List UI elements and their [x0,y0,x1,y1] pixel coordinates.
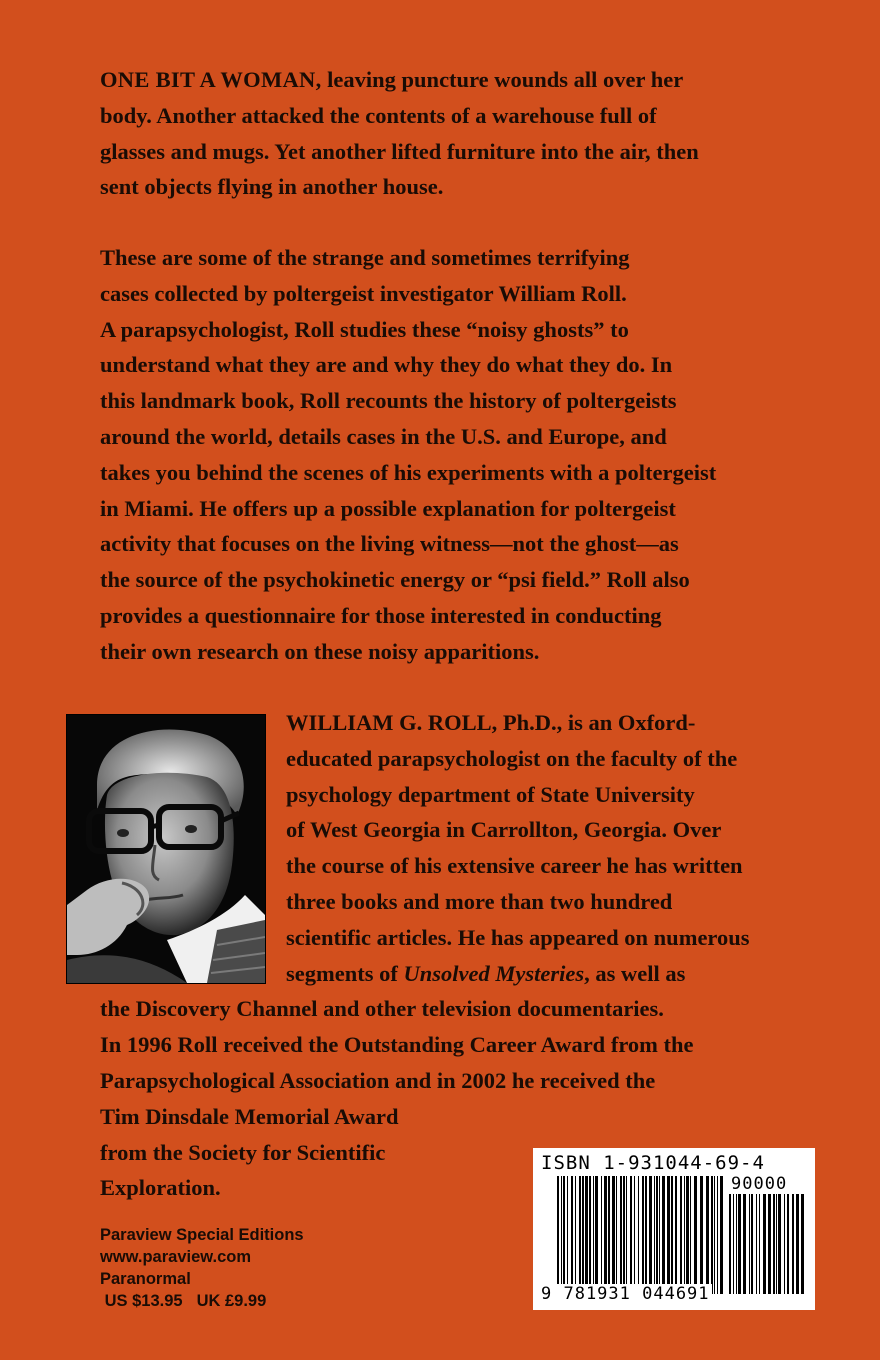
barcode-bar [773,1194,775,1294]
barcode-bar [706,1176,709,1294]
barcode-bar [768,1194,771,1294]
bio-line: from the Society for Scientific [100,1139,386,1165]
intro-line-3: glasses and mugs. Yet another lifted furniture into the air, then [100,138,699,164]
price-code: 90000 [731,1174,788,1194]
price-row [100,1290,304,1312]
price-uk: UK £9.99 [196,1292,267,1310]
bio-line-segments: segments of Unsolved Mysteries, as well as [286,960,686,986]
bio-line: the Discovery Channel and other television documentaries. [100,996,664,1022]
publisher-name: Paraview Special Editions [100,1226,304,1244]
barcode-bar [656,1176,658,1294]
barcode-bar [717,1176,718,1294]
barcode-bar [561,1176,562,1294]
barcode-bar [686,1176,689,1294]
barcode-bar [638,1176,639,1294]
barcode-bar [593,1176,594,1294]
barcode-bar [680,1176,682,1294]
price-us: US $13.95 [104,1292,183,1310]
barcode-bar [729,1194,731,1294]
barcode-bar [784,1194,785,1294]
barcode-bar [567,1176,568,1294]
description-paragraph [100,240,840,670]
intro-paragraph [100,62,840,205]
barcode-bar [690,1176,691,1294]
intro-line-4: sent objects flying in another house. [100,174,444,200]
ean-digits: 9 781931 044691 [541,1284,710,1304]
barcode-bar [589,1176,591,1294]
barcode-bar [612,1176,615,1294]
barcode-bar [787,1194,789,1294]
barcode-bar [711,1176,713,1294]
barcode-bar [662,1176,665,1294]
barcode-bar [595,1176,598,1294]
barcode-bar [776,1194,777,1294]
barcode-bar [585,1176,588,1294]
description-line: understand what they are and why they do what they do. In [100,352,673,378]
description-line: A parapsychologist, Roll studies these “noisy ghosts” to [100,316,629,342]
barcode-bar [623,1176,625,1294]
description-line: their own research on these noisy apparitions. [100,638,540,664]
intro-line-1: ONE BIT A WOMAN, leaving puncture wounds all over her [100,67,684,92]
barcode-bar [582,1176,584,1294]
description-line: provides a questionnaire for those interested in conducting [100,602,662,628]
barcode-bar [796,1194,799,1294]
barcode-bar [645,1176,647,1294]
barcode-bar [630,1176,632,1294]
description-line: cases collected by poltergeist investigator William Roll. [100,280,627,306]
barcode-bar [626,1176,627,1294]
barcode-bar [659,1176,660,1294]
bio-line: psychology department of State University [286,781,695,807]
barcode-bar [579,1176,581,1294]
publisher-website: www.paraview.com [100,1248,251,1266]
publisher-imprint [100,1224,304,1312]
book-category: Paranormal [100,1270,191,1288]
author-bio [100,705,840,1206]
barcode-bar [694,1176,697,1294]
description-line: in Miami. He offers up a possible explanation for poltergeist [100,495,676,521]
barcode-bar [563,1176,565,1294]
barcode-bar [801,1194,804,1294]
bio-line: educated parapsychologist on the faculty of the [286,745,738,771]
bio-line: three books and more than two hundred [286,888,673,914]
barcode-bar [733,1194,734,1294]
ean-barcode-bars [557,1176,723,1294]
bio-line: WILLIAM G. ROLL, Ph.D., is an Oxford- [286,710,696,735]
barcode-bar [616,1176,617,1294]
barcode-bar [763,1194,766,1294]
barcode-bar [649,1176,652,1294]
intro-line-2: body. Another attacked the contents of a warehouse full of [100,102,657,128]
description-line: around the world, details cases in the U.S. and Europe, and [100,423,667,449]
description-line: this landmark book, Roll recounts the history of poltergeists [100,388,677,414]
description-line: activity that focuses on the living witness—not the ghost—as [100,531,679,557]
bio-line: scientific articles. He has appeared on numerous [286,924,750,950]
description-line: These are some of the strange and sometimes terrifying [100,245,630,270]
bio-line: Exploration. [100,1175,221,1201]
isbn-label: ISBN 1-931044-69-4 [541,1152,765,1174]
barcode-bar [604,1176,607,1294]
barcode-bar [743,1194,746,1294]
barcode-bar [601,1176,602,1294]
barcode-bar [700,1176,703,1294]
barcode-bar [792,1194,794,1294]
barcode-bar [675,1176,677,1294]
bio-line: In 1996 Roll received the Outstanding Career Award from the [100,1032,694,1058]
bio-line: of West Georgia in Carrollton, Georgia. Over [286,817,722,843]
barcode-bar [557,1176,559,1294]
barcode-bar [756,1194,757,1294]
barcode-bar [736,1194,737,1294]
description-line: the source of the psychokinetic energy or “psi field.” Roll also [100,567,690,593]
barcode-bar [642,1176,644,1294]
barcode-bar [575,1176,576,1294]
barcode-bar [654,1176,655,1294]
barcode-bar [571,1176,573,1294]
show-title: Unsolved Mysteries [403,960,585,986]
barcode-bar [671,1176,673,1294]
isbn-barcode [533,1148,815,1310]
intro-lead: ONE BIT A WOMAN, [100,67,322,92]
bio-line: Parapsychological Association and in 2002 he received the [100,1067,656,1093]
barcode-bar [751,1194,753,1294]
barcode-bar [634,1176,635,1294]
barcode-bar [620,1176,622,1294]
description-line: takes you behind the scenes of his experiments with a poltergeist [100,459,717,485]
addon-barcode-bars [729,1194,805,1294]
barcode-bar [778,1194,781,1294]
barcode-bar [608,1176,610,1294]
barcode-bar [720,1176,723,1294]
barcode-bar [684,1176,685,1294]
barcode-bar [759,1194,760,1294]
barcode-bar [738,1194,741,1294]
barcode-bar [714,1176,715,1294]
bio-line: Tim Dinsdale Memorial Award [100,1103,399,1129]
bio-line: the course of his extensive career he has written [286,853,743,879]
barcode-bar [667,1176,670,1294]
barcode-bar [749,1194,750,1294]
